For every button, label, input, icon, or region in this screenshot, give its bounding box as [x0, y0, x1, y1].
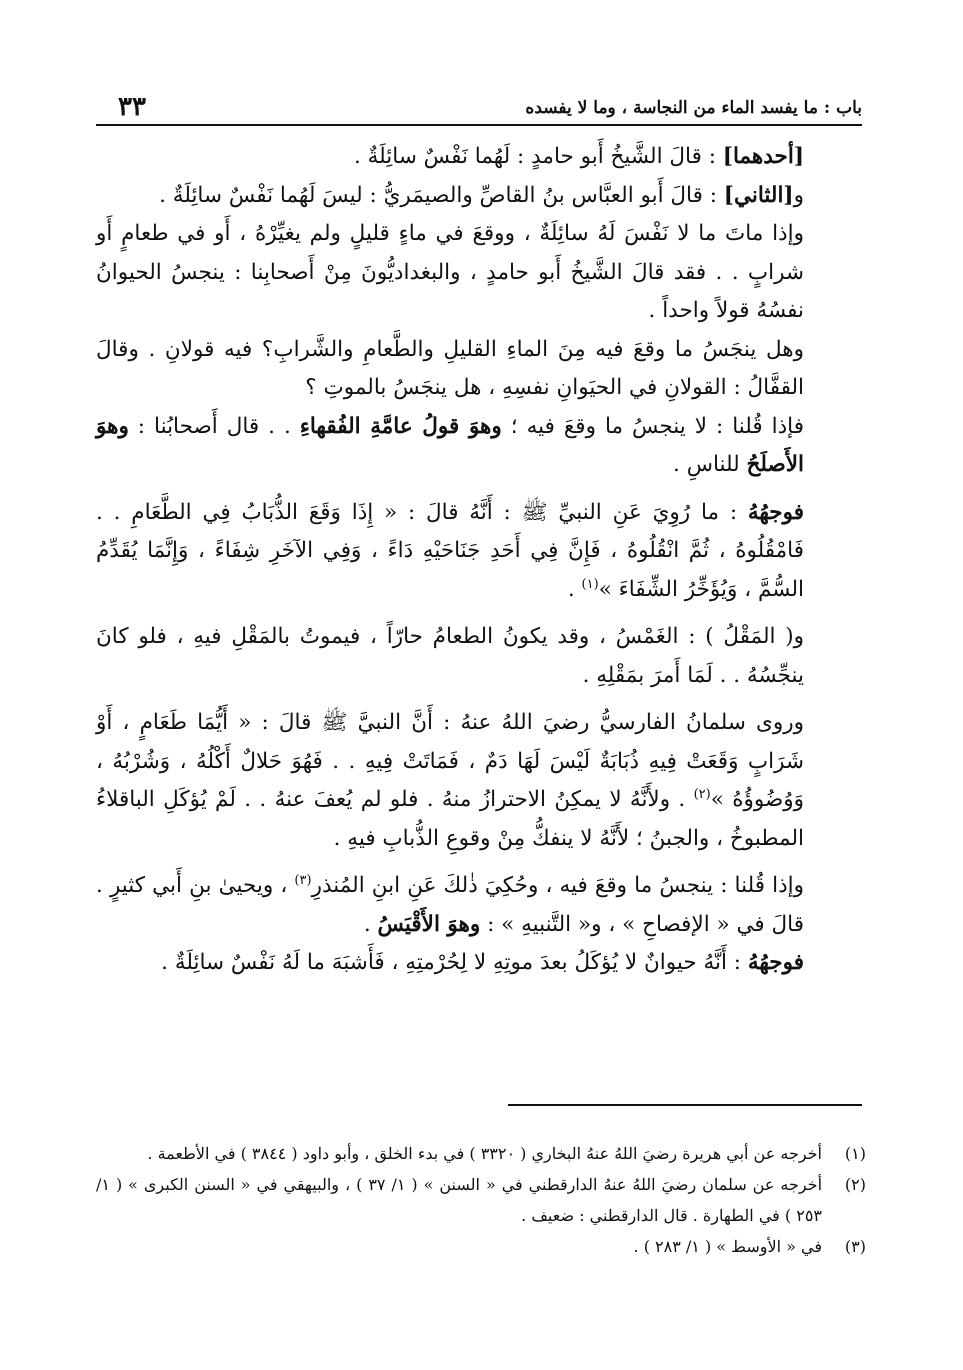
paragraph-hadith-fly	[96, 494, 866, 610]
text-segment: .	[567, 576, 582, 602]
footnote-item	[96, 1138, 866, 1169]
footnote-ref[interactable]: (٢)	[693, 786, 711, 802]
footnote-text: أخرجه عن سلمان رضيَ اللهُ عنهُ الدارقطني في « السنن » ( ١/ ٣٧ ) ، والبيهقي في « السنن الكبرى » ( ١/ ٢٥٣ ) في الطهارة . قال الدارقطني : ضعيف .	[96, 1175, 823, 1225]
footnote-item	[96, 1231, 866, 1262]
paragraph-text: : قالَ أَبو العبَّاس بنُ القاصِّ والصيمَريُّ : ليسَ لَهُما نَفْسٌ سائِلَةٌ .	[159, 182, 724, 208]
paragraph-death-in-water: وإذا ماتَ ما لا نَفْسَ لَهُ سائِلَةٌ ، ووقعَ في ماءٍ قليلٍ ولم يغيِّرْهُ ، أَو في طعامٍ أَو شرابٍ . . فقد قالَ الشَّيخُ أَبو حامدٍ ، والبغداديُّونَ مِنْ أَصحابِنا : ينجسُ الحيوانُ نفسُهُ قولاً واحداً .	[96, 221, 804, 323]
bold-phrase: وهوَ قولُ عامَّةِ الفُقهاءِ	[299, 413, 502, 439]
paragraph-label: [أحدهما]	[722, 144, 804, 169]
paragraph-reasoning	[96, 944, 866, 983]
footnote-ref[interactable]: (٣)	[294, 872, 312, 888]
footnote-item	[96, 1169, 866, 1231]
paragraph-text: : أَنَّهُ حيوانٌ لا يُؤكَلُ بعدَ موتِهِ لا لِحُرْمتِهِ ، فَأَشبَهَ ما لَهُ نَفْسٌ سائِلَةٌ .	[161, 950, 748, 975]
paragraph-question: وهل ينجَسُ ما وقعَ فيه مِنَ الماءِ القليلِ والطَّعامِ والشَّرابِ؟ فيه قولانِ . وقالَ القفَّالُ : القولانِ في الحيَوانِ نفسِهِ ، هل ينجَسُ بالموتِ ؟	[96, 336, 804, 400]
paragraph-second-ruling	[96, 867, 866, 944]
paragraph-maql-definition: و( المَقْلُ ) : الغَمْسُ ، وقد يكونُ الطعامُ حارّاً ، فيموتُ بالمَقْلِ فيهِ ، فلو كانَ ينجِّسُهُ . . لَمَا أَمرَ بمَقْلِهِ .	[96, 624, 804, 688]
text-segment: ، ويحيىٰ بنِ أَبي كثيرٍ . قالَ في « الإفصاحِ » ، و« التَّنبيهِ » :	[96, 873, 804, 937]
paragraph-salman-hadith	[96, 704, 866, 858]
paragraph-first-opinion	[96, 138, 866, 177]
footnote-text: أخرجه عن أبي هريرة رضيَ اللهُ عنهُ البخاري ( ٣٣٢٠ ) في بدء الخلق ، وأبو داود ( ٣٨٤٤ ) في الأطعمة .	[147, 1144, 822, 1163]
footnote-text: في « الأوسط » ( ١/ ٢٨٣ ) .	[633, 1237, 822, 1256]
paragraph-label: فوجهُهُ	[747, 499, 804, 525]
paragraph-prefix: و	[793, 182, 804, 208]
paragraph-second-opinion	[96, 177, 866, 216]
hadith-text: : ما رُوِيَ عَنِ النبيِّ ﷺ : أَنَّهُ قالَ : « إِذَا وَقَعَ الذُّبَابُ فِي الطَّعَامِ . . فَامْقُلُوهُ ، ثُمَّ انْقُلُوهُ ، فَإِنَّ فِي أَحَدِ جَنَاحَيْهِ دَاءً ، وَفِي الآخَرِ شِفَاءً ، وَإِنَّمَا يُقَدِّمُ السُّمَّ ، وَيُؤَخِّرُ الشِّفَاءَ »	[96, 499, 804, 602]
main-text	[96, 138, 866, 983]
text-segment: للناسِ .	[673, 452, 747, 477]
footnote-number: (٣)	[844, 1237, 866, 1256]
footnote-number: (١)	[844, 1144, 866, 1163]
page-header	[96, 84, 862, 126]
text-segment: .	[363, 911, 378, 937]
paragraph-label: [الثاني]	[723, 182, 794, 208]
running-title: باب : ما يفسد الماء من النجاسة ، وما لا يفسده	[525, 98, 862, 118]
paragraph-label: فوجهُهُ	[747, 950, 804, 975]
page-number: ٣٣	[118, 92, 146, 122]
hadith-text: وروى سلمانُ الفارسيُّ رضيَ اللهُ عنهُ : أَنَّ النبيَّ ﷺ قالَ : « أَيُّمَا طَعَامٍ ، أَوْ شَرَابٍ وَقَعَتْ فِيهِ ذُبَابَةٌ لَيْسَ لَهَا دَمٌ ، فَمَاتَتْ فِيهِ . . فَهُوَ حَلالٌ أَكْلُهُ ، وَشُرْبُهُ ، وَوُضُوؤُهُ »	[96, 710, 804, 812]
paragraph-text: : قالَ الشَّيخُ أَبو حامدٍ : لَهُما نَفْسٌ سائِلَةٌ .	[353, 144, 723, 169]
text-segment: وإذا قُلنا : ينجسُ ما وقعَ فيه ، وحُكِيَ ذٰلكَ عَنِ ابنِ المُنذرِ	[311, 873, 805, 898]
footnote-ref[interactable]: (١)	[581, 576, 599, 592]
footnote-number: (٢)	[844, 1175, 866, 1194]
text-segment: فإذا قُلنا : لا ينجسُ ما وقعَ فيه ؛	[501, 413, 804, 439]
paragraph-first-ruling	[96, 408, 866, 485]
footnote-divider	[508, 1104, 862, 1106]
text-segment: . . قال أَصحابُنا :	[128, 413, 300, 439]
text-segment: . ولأَنَّهُ لا يمكِنُ الاحترازُ منهُ . فلو لم يُعفَ عنهُ . . لَمْ يُؤكَلِ الباقلاءُ المطبوخُ ، والجبنُ ؛ لأَنَّهُ لا ينفكُّ مِنْ وقوعِ الذُّبابِ فيهِ .	[96, 787, 804, 851]
bold-phrase: وهوَ الأَصلَحُ	[96, 413, 804, 477]
bold-phrase: وهوَ الأَقْيَسُ	[377, 911, 481, 937]
footnotes	[96, 1138, 866, 1262]
